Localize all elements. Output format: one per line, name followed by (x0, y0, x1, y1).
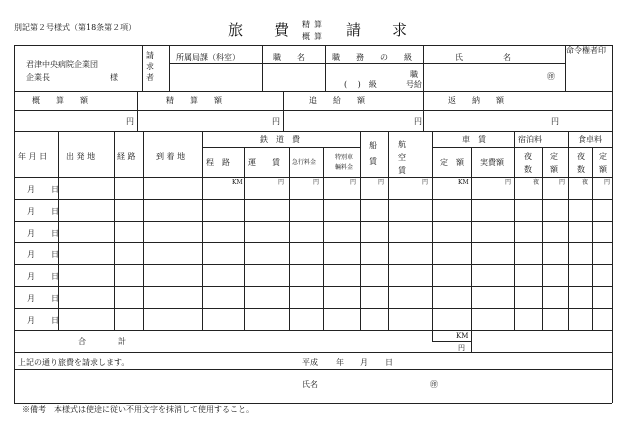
row-date: 月 日 (27, 207, 59, 216)
total-yen: 円 (458, 344, 465, 352)
grid-line (262, 45, 263, 91)
grid-line (244, 147, 245, 330)
col-distance: 程 路 (206, 158, 230, 167)
grid-line (471, 330, 472, 352)
col-air: 航 空 賃 (398, 140, 406, 175)
col-date: 年 月 日 (18, 152, 48, 161)
grid-line (423, 91, 424, 131)
estimate-yen: 円 (126, 117, 134, 126)
form-number: 別記第２号様式（第18条第２項） (14, 23, 137, 32)
grid-line (14, 308, 612, 309)
settlement-label: 精 算 額 (166, 96, 222, 105)
unit-yen-car: 円 (505, 179, 512, 186)
col-car-actual: 実費額 (480, 158, 504, 167)
col-ship: 船 賃 (369, 141, 377, 166)
title-mode-top: 精算 (302, 20, 326, 29)
col-lodging-amount: 定 額 (550, 152, 558, 174)
grid-line (14, 91, 612, 92)
grid-line (14, 221, 612, 222)
col-origin: 出 発 地 (66, 152, 96, 161)
grid-line (169, 45, 170, 91)
row-date: 月 日 (27, 294, 59, 303)
grid-line (137, 91, 138, 131)
shoku-label: 職 (410, 70, 418, 79)
addressee-line1: 君津中央病院企業団 (26, 60, 98, 69)
title-suffix: 請 求 (346, 21, 416, 39)
grid-line (323, 147, 324, 330)
grid-line (14, 286, 612, 287)
grid-line (14, 177, 612, 178)
total-label: 合 計 (78, 337, 126, 346)
estimate-label: 概 算 額 (32, 96, 88, 105)
unit-km-car: KM (458, 179, 469, 186)
col-express: 急行料金 (292, 159, 317, 166)
grid-line (14, 352, 612, 353)
grid-line (114, 131, 115, 330)
grid-line (169, 63, 565, 64)
pay-number-label: 号給 (406, 80, 422, 89)
row-date: 月 日 (27, 316, 59, 325)
grid-line (142, 45, 143, 91)
col-fare: 運 賃 (248, 158, 280, 167)
grid-line (432, 341, 471, 342)
claimant-label-2: 求 (146, 62, 154, 71)
grid-line (542, 147, 543, 330)
col-lodging: 宿泊料 (518, 135, 542, 144)
grade-paren-label: ( ) 級 (344, 80, 377, 89)
unit-yen-ship: 円 (378, 179, 385, 186)
row-date: 月 日 (27, 185, 59, 194)
unit-night-lodging: 夜 (533, 179, 540, 186)
addressee-honorific: 様 (110, 73, 118, 82)
col-daily-amount: 定 額 (599, 152, 607, 174)
title-main: 旅 費 (228, 21, 298, 39)
grid-line (388, 131, 389, 330)
col-lodging-nights: 夜 数 (524, 152, 532, 174)
outer-top (14, 45, 612, 46)
authority-seal-label: 命令権者印 (566, 46, 606, 55)
grid-line (14, 264, 612, 265)
position-label: 職 名 (273, 53, 305, 62)
additional-label: 追 給 額 (309, 96, 365, 105)
col-daily-nights: 夜 数 (577, 152, 585, 174)
seal-mark: ㊞ (547, 72, 555, 81)
col-car: 車 賃 (462, 135, 486, 144)
signature-label: 氏名 (302, 380, 318, 389)
addressee-line2: 企業長 (26, 73, 50, 82)
claimant-label-1: 請 (146, 51, 154, 60)
grid-line (471, 147, 472, 330)
department-label: 所属局課（科室） (176, 53, 240, 62)
col-special-car: 特別車 輛料金 (334, 154, 353, 171)
outer-right (612, 45, 613, 403)
outer-left (14, 45, 15, 403)
unit-yen-daily: 円 (604, 179, 611, 186)
grid-line (202, 131, 203, 330)
refund-label: 返 納 額 (448, 96, 504, 105)
col-destination: 到 着 地 (156, 152, 186, 161)
refund-yen: 円 (551, 117, 559, 126)
unit-yen-special: 円 (350, 179, 357, 186)
grid-line (592, 147, 593, 330)
grid-line (14, 199, 612, 200)
claimant-label-3: 者 (146, 73, 154, 82)
grade-label: 職 務 の 級 (332, 53, 416, 62)
col-railway: 鉄 道 費 (260, 135, 300, 144)
unit-yen-fare: 円 (278, 179, 285, 186)
col-car-amount: 定 額 (440, 158, 464, 167)
row-date: 月 日 (27, 250, 59, 259)
title-mode-bottom: 概算 (302, 32, 326, 41)
row-date: 月 日 (27, 229, 59, 238)
grid-line (423, 45, 424, 91)
name-label: 氏 名 (455, 53, 511, 62)
grid-line (14, 369, 612, 370)
grid-line (514, 131, 515, 330)
note: ※備考 本様式は使途に従い不用文字を抹消して使用すること。 (22, 405, 254, 414)
unit-night-daily: 夜 (582, 179, 589, 186)
grid-line (289, 147, 290, 330)
unit-yen-lodging: 円 (559, 179, 566, 186)
unit-km: KM (232, 179, 243, 186)
grid-line (202, 147, 360, 148)
col-daily: 食卓料 (578, 135, 602, 144)
grid-line (432, 131, 433, 341)
grid-line (14, 242, 612, 243)
unit-yen-express: 円 (313, 179, 320, 186)
grid-line (14, 330, 612, 331)
additional-yen: 円 (414, 117, 422, 126)
grid-line (283, 91, 284, 131)
grid-line (143, 131, 144, 330)
grid-line (14, 131, 612, 132)
date-era: 平成 (302, 358, 318, 367)
date-day: 日 (385, 358, 393, 367)
total-km: KM (456, 332, 469, 340)
grid-line (14, 110, 612, 111)
date-month: 月 (360, 358, 368, 367)
row-date: 月 日 (27, 272, 59, 281)
signature-seal: ㊞ (430, 380, 438, 389)
grid-line (325, 45, 326, 91)
grid-line (360, 131, 361, 330)
grid-line (568, 131, 569, 330)
statement: 上記の通り旅費を請求します。 (18, 358, 130, 367)
settlement-yen: 円 (272, 117, 280, 126)
outer-bottom (14, 403, 612, 404)
date-year: 年 (336, 358, 344, 367)
unit-yen-air: 円 (422, 179, 429, 186)
col-route: 経 路 (117, 152, 136, 161)
grid-line (432, 147, 612, 148)
